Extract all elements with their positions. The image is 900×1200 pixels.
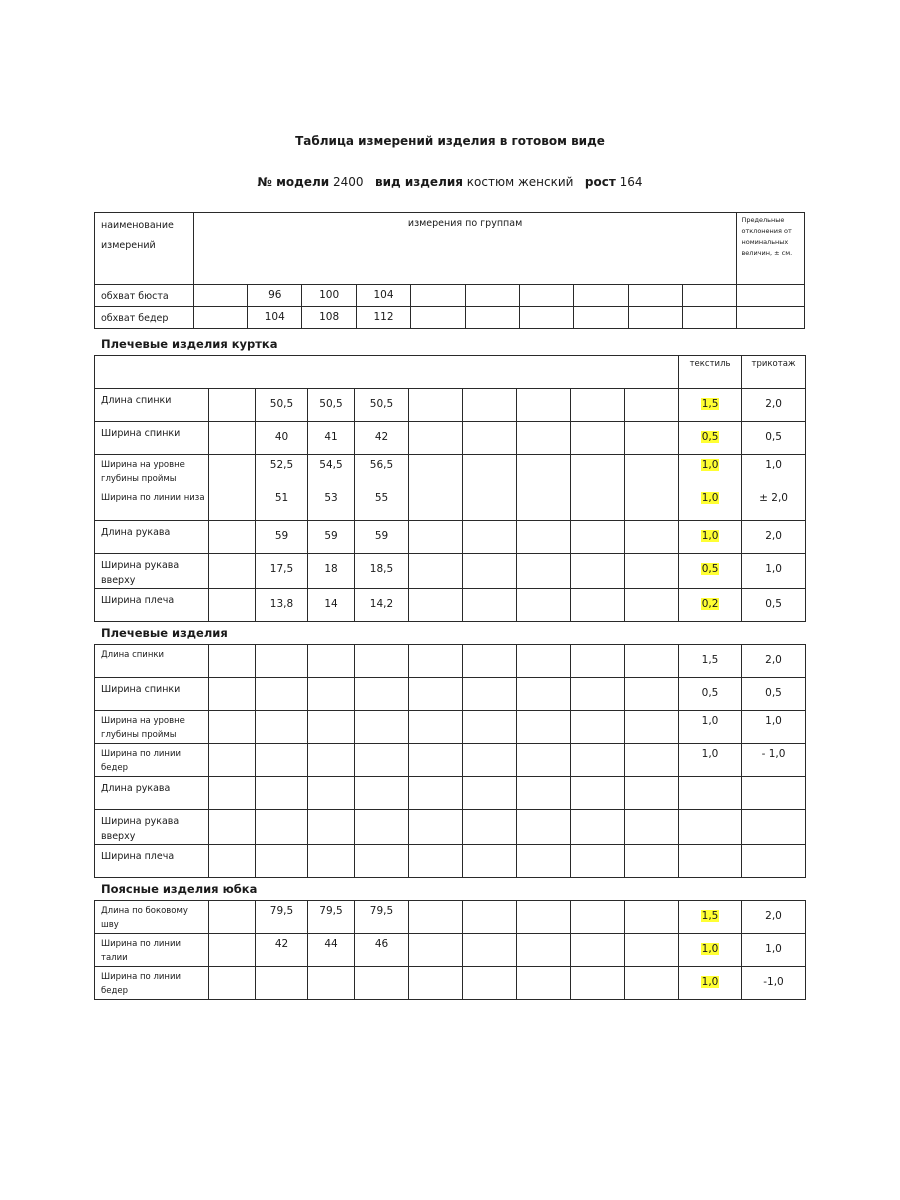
knit-tolerance: 2,0 (742, 389, 806, 422)
measurement-name-header: наименование измерений (95, 213, 194, 285)
textile-tolerance: 1,5 (701, 398, 719, 410)
size-value: 108 (302, 307, 356, 329)
size-value: 55 (374, 492, 389, 504)
height-label: рост (584, 175, 616, 189)
empty-cell (193, 285, 247, 307)
textile-tolerance: 1,0 (701, 943, 719, 955)
jacket-table (94, 355, 806, 622)
type-value: костюм женский (466, 175, 574, 189)
size-value: 40 (256, 422, 308, 455)
size-value: 54,5 (319, 459, 343, 471)
row-name: Ширина по линии низа (101, 493, 205, 503)
size-value: 56,5 (369, 459, 394, 471)
row-name: Ширина по линии бедер (95, 744, 209, 777)
knit-tolerance (742, 777, 806, 810)
row-name: Ширина на уровне глубины проймы (95, 711, 209, 744)
section-title-shoulder: Плечевые изделия (101, 626, 228, 640)
textile-column-header: текстиль (679, 356, 742, 389)
size-value: 17,5 (256, 554, 308, 589)
knit-tolerance: 0,5 (742, 422, 806, 455)
size-value: 18 (308, 554, 355, 589)
size-value (355, 967, 409, 1000)
empty-cell (193, 307, 247, 329)
row-name: Ширина плеча (95, 589, 209, 622)
size-value: 52,5 (269, 459, 294, 471)
textile-tolerance: 1,5 (701, 910, 719, 922)
model-number: 2400 (332, 175, 364, 189)
row-name: Ширина по линии бедер (95, 967, 209, 1000)
knit-tolerance: - 1,0 (742, 744, 806, 777)
size-value: 100 (302, 285, 356, 307)
knit-tolerance: 1,0 (742, 711, 806, 744)
row-name: Ширина спинки (95, 422, 209, 455)
size-value: 44 (308, 934, 355, 967)
size-value: 42 (355, 422, 409, 455)
size-value: 46 (355, 934, 409, 967)
textile-tolerance: 1,0 (679, 711, 742, 744)
size-value: 14,2 (355, 589, 409, 622)
row-name: Длина по боковому шву (95, 901, 209, 934)
knit-tolerance: 2,0 (742, 645, 806, 678)
size-value: 14 (308, 589, 355, 622)
knit-tolerance: 1,0 (742, 934, 806, 967)
textile-tolerance: 1,5 (679, 645, 742, 678)
knit-tolerance: 2,0 (742, 521, 806, 554)
size-value: 41 (308, 422, 355, 455)
row-name: Ширина спинки (95, 678, 209, 711)
textile-tolerance: 0,5 (701, 563, 719, 575)
row-name: Ширина рукава вверху (95, 554, 209, 589)
row-name: Длина рукава (95, 521, 209, 554)
knit-tolerance (742, 845, 806, 878)
row-name: Длина спинки (95, 645, 209, 678)
size-value: 96 (248, 285, 302, 307)
textile-tolerance: 1,0 (679, 744, 742, 777)
textile-tolerance: 1,0 (701, 459, 719, 471)
row-name: Ширина по линии талии (95, 934, 209, 967)
size-value: 104 (248, 307, 302, 329)
textile-tolerance (679, 777, 742, 810)
size-value: 59 (256, 521, 308, 554)
textile-tolerance: 1,0 (701, 530, 719, 542)
header-table (94, 212, 805, 329)
knit-tolerance: 0,5 (742, 589, 806, 622)
size-value: 79,5 (308, 901, 355, 934)
row-name: обхват бюста (95, 285, 194, 307)
limits-header: Предельные отклонения от номинальных величин, ± см. (737, 213, 805, 285)
row-name: Ширина рукава вверху (95, 810, 209, 845)
size-value: 50,5 (355, 389, 409, 422)
size-value: 51 (274, 492, 289, 504)
size-value: 79,5 (355, 901, 409, 934)
type-label: вид изделия (374, 175, 463, 189)
size-value: 18,5 (355, 554, 409, 589)
row-name: обхват бедер (95, 307, 194, 329)
size-value: 59 (355, 521, 409, 554)
size-value (256, 967, 308, 1000)
knit-tolerance: -1,0 (742, 967, 806, 1000)
size-value: 104 (356, 285, 410, 307)
size-value: 50,5 (308, 389, 355, 422)
knit-tolerance: 1,0 (742, 554, 806, 589)
section-title-jacket: Плечевые изделия куртка (101, 337, 278, 351)
row-name: Длина спинки (95, 389, 209, 422)
height-value: 164 (619, 175, 643, 189)
textile-tolerance: 0,5 (679, 678, 742, 711)
section-title-skirt: Поясные изделия юбка (101, 882, 258, 896)
size-value: 13,8 (256, 589, 308, 622)
groups-header: измерения по группам (193, 213, 737, 285)
page-title: Таблица измерений изделия в готовом виде (295, 134, 605, 148)
knit-tolerance: 2,0 (742, 901, 806, 934)
row-name-pair (95, 455, 209, 521)
textile-tolerance: 0,2 (701, 598, 719, 610)
size-value: 50,5 (256, 389, 308, 422)
textile-tolerance (679, 810, 742, 845)
knit-tolerance: 1,0 (765, 459, 782, 471)
row-name: Ширина плеча (95, 845, 209, 878)
row-name: Ширина на уровне глубины проймы (101, 460, 185, 484)
size-value: 59 (308, 521, 355, 554)
knit-tolerance: ± 2,0 (759, 492, 788, 504)
row-name: Длина рукава (95, 777, 209, 810)
textile-tolerance: 1,0 (701, 492, 719, 504)
model-label: № модели (257, 175, 330, 189)
shoulder-table (94, 644, 806, 878)
size-value: 42 (256, 934, 308, 967)
model-line (0, 175, 900, 189)
skirt-table (94, 900, 806, 1000)
size-value: 53 (324, 492, 338, 504)
knit-tolerance (742, 810, 806, 845)
knit-column-header: трикотаж (742, 356, 806, 389)
textile-tolerance: 1,0 (701, 976, 719, 988)
size-value: 79,5 (256, 901, 308, 934)
textile-tolerance (679, 845, 742, 878)
size-value (308, 967, 355, 1000)
knit-tolerance: 0,5 (742, 678, 806, 711)
textile-tolerance: 0,5 (701, 431, 719, 443)
size-value: 112 (356, 307, 410, 329)
